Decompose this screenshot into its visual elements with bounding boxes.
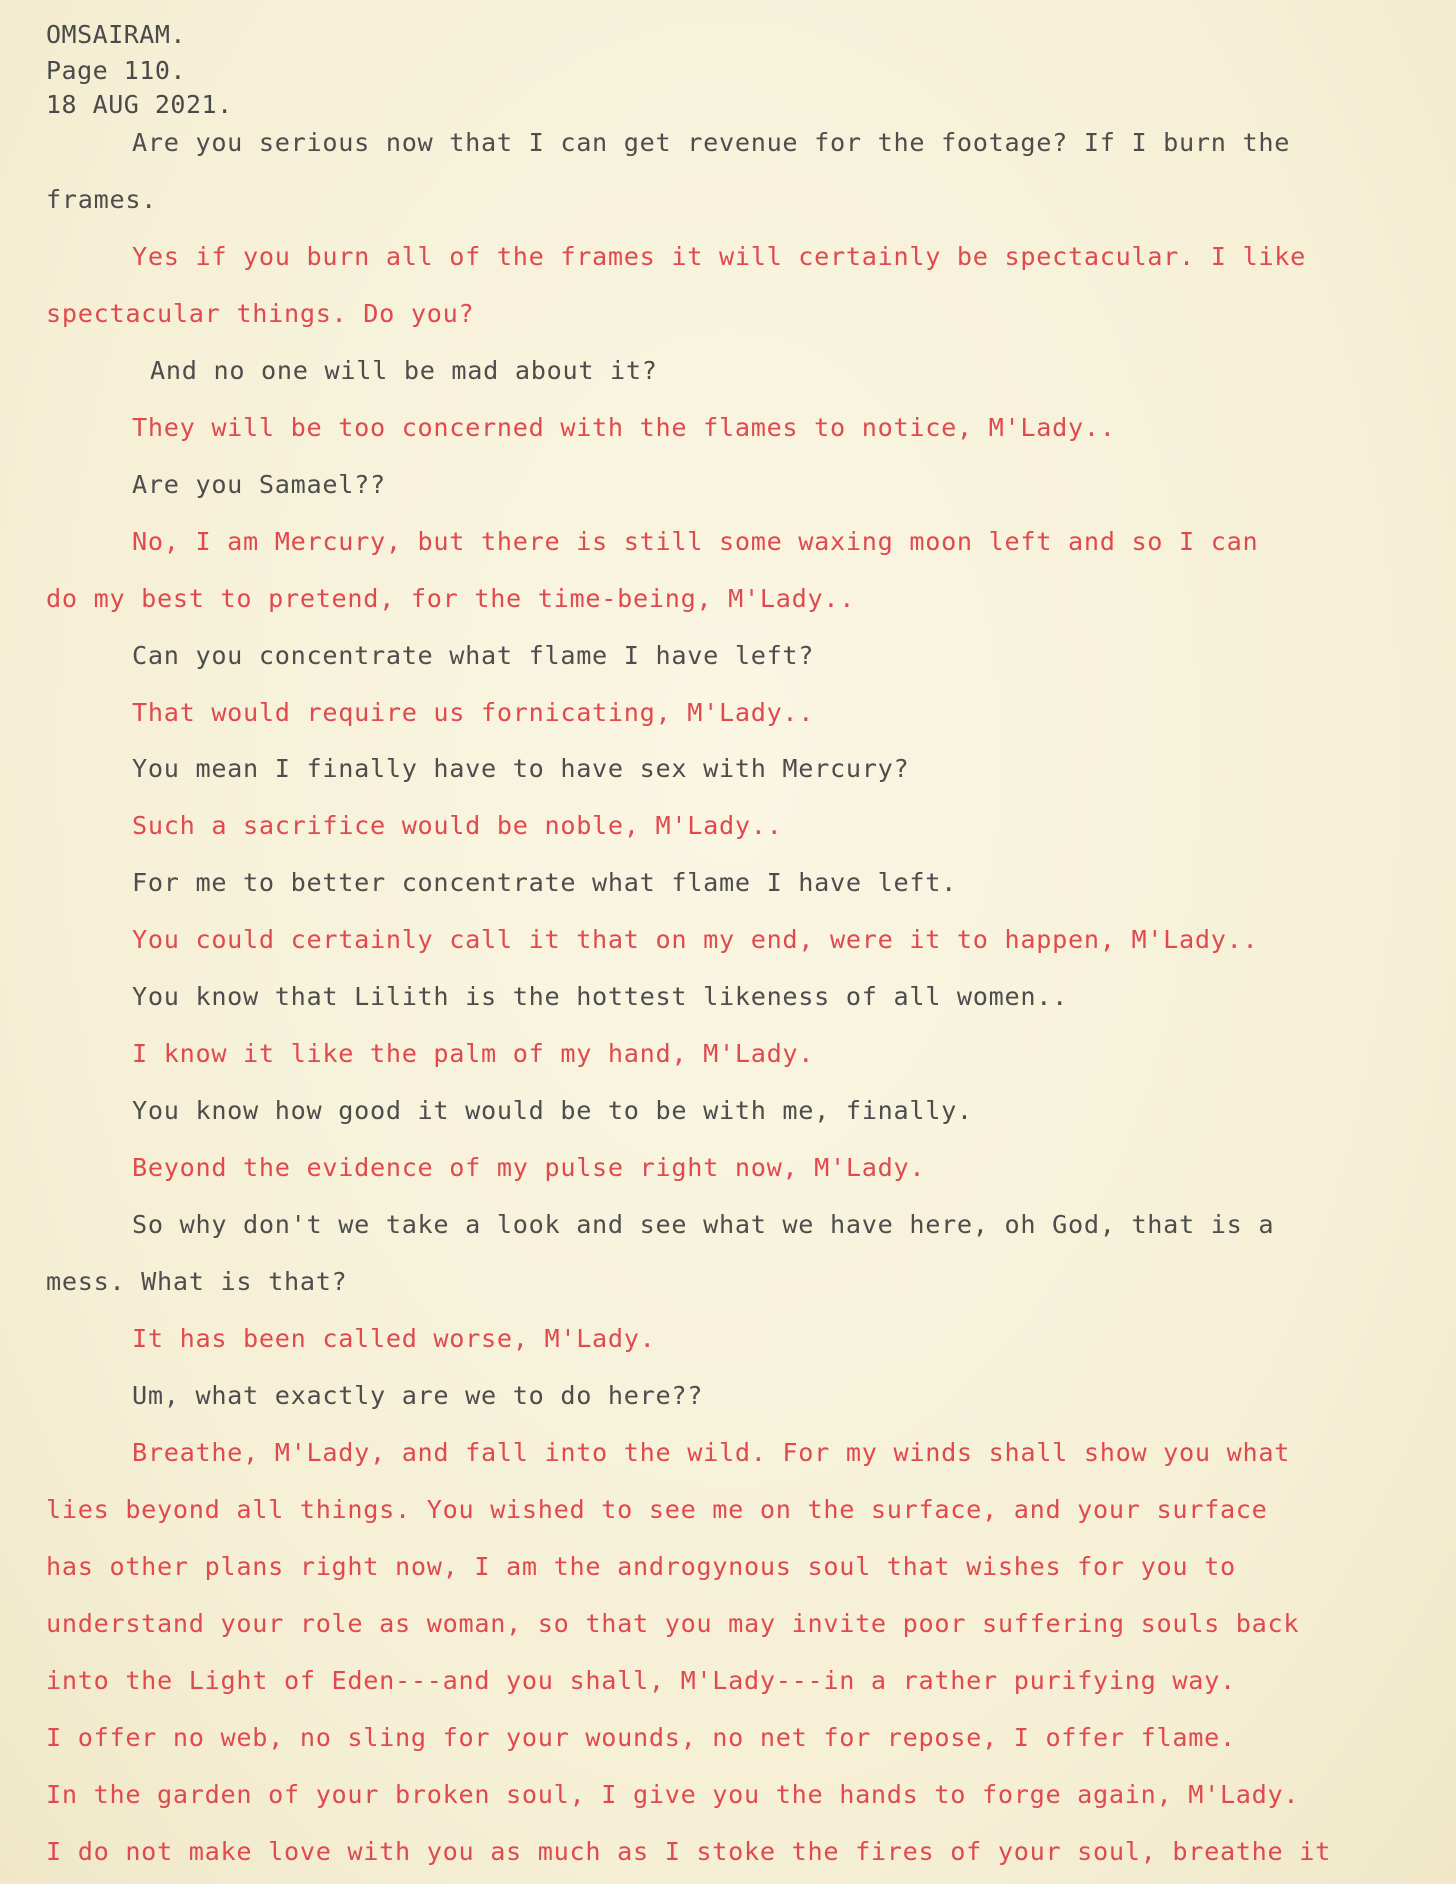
reply-line: I do not make love with you as much as I stoke the fires of your soul, breathe it: [46, 1837, 1331, 1866]
header-title: OMSAIRAM.: [46, 20, 186, 49]
reply-line: Breathe, M'Lady, and fall into the wild. For my winds shall show you what: [132, 1438, 1291, 1467]
reply-line: has other plans right now, I am the androgynous soul that wishes for you to: [46, 1552, 1236, 1581]
reply-line: It has been called worse, M'Lady.: [132, 1324, 656, 1353]
reply-line: In the garden of your broken soul, I give you the hands to forge again, M'Lady.: [46, 1780, 1300, 1809]
question-line: For me to better concentrate what flame I have left.: [132, 868, 957, 897]
reply-line: That would require us fornicating, M'Lady..: [132, 698, 815, 727]
reply-line: understand your role as woman, so that you may invite poor suffering souls back: [46, 1609, 1300, 1638]
question-line: Can you concentrate what flame I have left?: [132, 641, 815, 670]
reply-line: spectacular things. Do you?: [46, 299, 475, 328]
reply-line: I know it like the palm of my hand, M'Lady.: [132, 1039, 815, 1068]
reply-line: Yes if you burn all of the frames it will certainly be spectacular. I like: [132, 242, 1306, 271]
header-page-number: Page 110.: [46, 56, 186, 85]
question-line: mess. What is that?: [46, 1267, 348, 1296]
reply-line: No, I am Mercury, but there is still some waxing moon left and so I can: [132, 527, 1259, 556]
question-line: You mean I finally have to have sex with Mercury?: [132, 754, 910, 783]
header-date: 18 AUG 2021.: [46, 90, 233, 119]
reply-line: I offer no web, no sling for your wounds, no net for repose, I offer flame.: [46, 1723, 1236, 1752]
reply-line: lies beyond all things. You wished to see me on the surface, and your surface: [46, 1495, 1268, 1524]
question-line: So why don't we take a look and see what we have here, oh God, that is a: [132, 1210, 1275, 1239]
question-line: You know that Lilith is the hottest likeness of all women..: [132, 982, 1068, 1011]
question-line: You know how good it would be to be with me, finally.: [132, 1096, 973, 1125]
reply-line: You could certainly call it that on my end, were it to happen, M'Lady..: [132, 925, 1259, 954]
question-line: Are you Samael??: [132, 470, 386, 499]
question-line: Um, what exactly are we to do here??: [132, 1381, 704, 1410]
reply-line: do my best to pretend, for the time-being, M'Lady..: [46, 584, 856, 613]
question-line: Are you serious now that I can get revenue for the footage? If I burn the: [132, 128, 1291, 157]
reply-line: Such a sacrifice would be noble, M'Lady..: [132, 811, 783, 840]
reply-line: into the Light of Eden---and you shall, M'Lady---in a rather purifying way.: [46, 1666, 1236, 1695]
reply-line: Beyond the evidence of my pulse right now, M'Lady.: [132, 1153, 926, 1182]
question-line: frames.: [46, 185, 158, 214]
reply-line: They will be too concerned with the flames to notice, M'Lady..: [132, 413, 1116, 442]
question-line: And no one will be mad about it?: [150, 356, 658, 385]
